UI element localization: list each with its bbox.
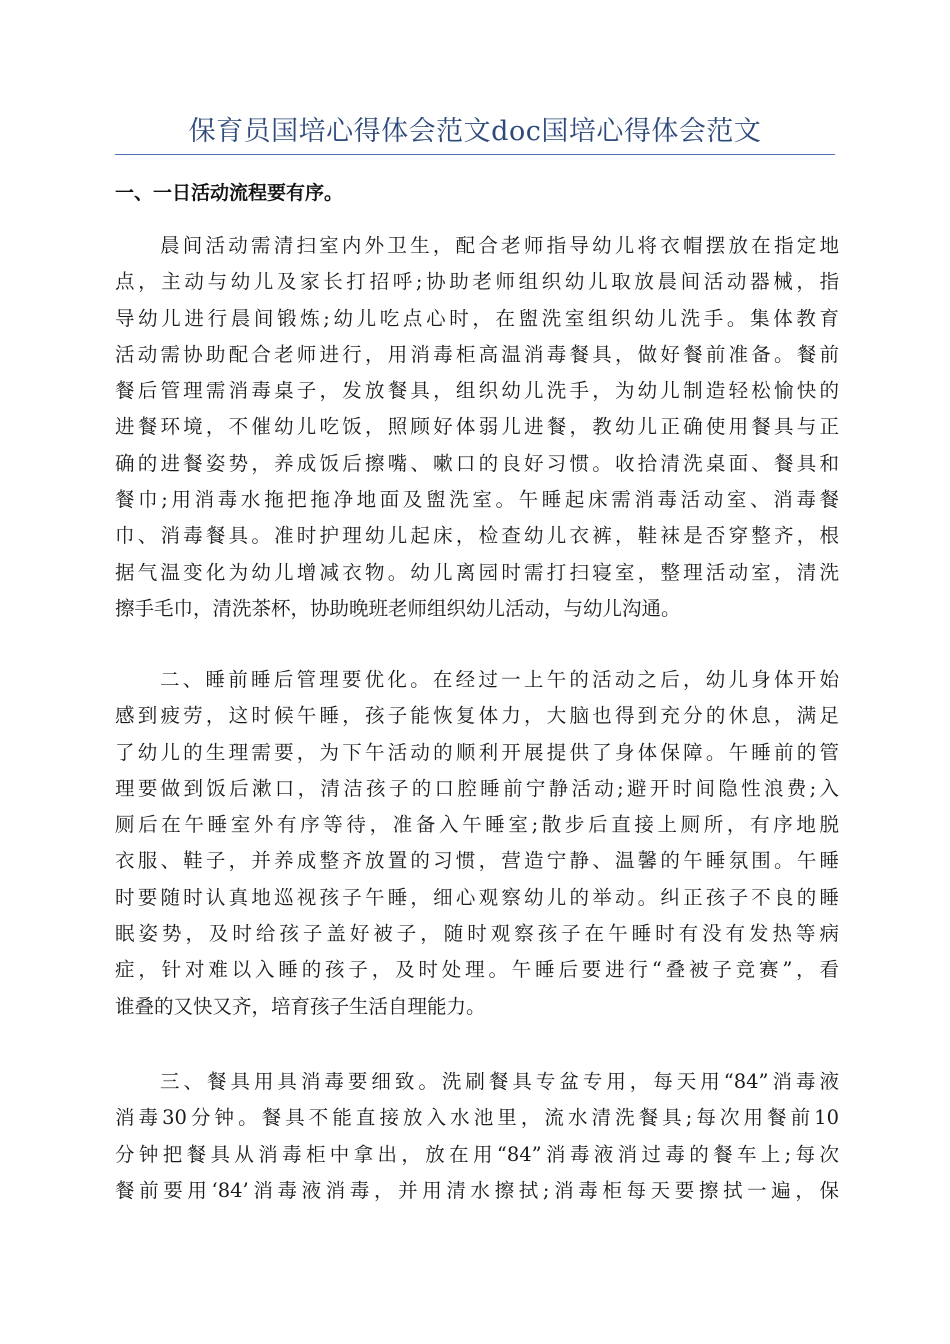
paragraph-line: 时要随时认真地巡视孩子午睡，细心观察幼儿的举动。纠正孩子不良的睡	[115, 885, 839, 909]
paragraph-line: 餐后管理需消毒桌子，发放餐具，组织幼儿洗手，为幼儿制造轻松愉快的	[115, 379, 839, 403]
paragraph-line: 餐前要用‘84’消毒液消毒，并用清水擦拭;消毒柜每天要擦拭一遍，保	[115, 1178, 839, 1202]
paragraph-line: 擦手毛巾，清洗茶杯，协助晚班老师组织幼儿活动，与幼儿沟通。	[115, 596, 681, 620]
paragraph-line: 消毒30分钟。餐具不能直接放入水池里，流水清洗餐具;每次用餐前10	[115, 1106, 839, 1130]
paragraph-line: 餐巾;用消毒水拖把拖净地面及盥洗室。午睡起床需消毒活动室、消毒餐	[115, 488, 839, 512]
paragraph-tableware-disinfection	[115, 1064, 839, 1209]
paragraph-line: 进餐环境，不催幼儿吃饭，照顾好体弱儿进餐，教幼儿正确使用餐具与正	[115, 415, 839, 439]
paragraph-line: 巾、消毒餐具。准时护理幼儿起床，检查幼儿衣裤，鞋袜是否穿整齐，根	[115, 524, 839, 548]
paragraph-line: 确的进餐姿势，养成饭后擦嘴、嗽口的良好习惯。收拾清洗桌面、餐具和	[115, 451, 839, 475]
paragraph-line: 厕后在午睡室外有序等待，准备入午睡室;散步后直接上厕所，有序地脱	[115, 813, 839, 837]
paragraph-line: 据气温变化为幼儿增减衣物。幼儿离园时需打扫寝室，整理活动室，清洗	[115, 560, 839, 584]
paragraph-line: 感到疲劳，这时候午睡，孩子能恢复体力，大脑也得到充分的休息，满足	[115, 704, 839, 728]
section-heading: 一、一日活动流程要有序。	[115, 182, 344, 204]
paragraph-daily-routine	[115, 228, 839, 627]
paragraph-line: 理要做到饭后漱口，清洁孩子的口腔睡前宁静活动;避开时间隐性浪费;入	[115, 776, 839, 800]
paragraph-line: 了幼儿的生理需要，为下午活动的顺利开展提供了身体保障。午睡前的管	[115, 740, 839, 764]
paragraph-line: 分钟把餐具从消毒柜中拿出，放在用“84”消毒液消过毒的餐车上;每次	[115, 1142, 839, 1166]
paragraph-line: 导幼儿进行晨间锻炼;幼儿吃点心时，在盥洗室组织幼儿洗手。集体教育	[115, 306, 839, 330]
paragraph-line: 活动需协助配合老师进行，用消毒柜高温消毒餐具，做好餐前准备。餐前	[115, 342, 839, 366]
paragraph-line: 三、餐具用具消毒要细致。洗刷餐具专盆专用，每天用“84”消毒液	[160, 1070, 839, 1093]
title-underline	[115, 154, 835, 155]
paragraph-line: 二、睡前睡后管理要优化。在经过一上午的活动之后，幼儿身体开始	[160, 668, 839, 691]
document-title: 保育员国培心得体会范文doc国培心得体会范文	[188, 116, 762, 147]
paragraph-line: 晨间活动需清扫室内外卫生，配合老师指导幼儿将衣帽摆放在指定地	[160, 234, 839, 257]
paragraph-line: 谁叠的又快又齐，培育孩子生活自理能力。	[115, 994, 486, 1018]
paragraph-line: 症，针对难以入睡的孩子，及时处理。午睡后要进行“叠被子竞赛”，看	[115, 958, 839, 982]
paragraph-line: 衣服、鞋子，并养成整齐放置的习惯，营造宁静、温馨的午睡氛围。午睡	[115, 849, 839, 873]
paragraph-line: 点，主动与幼儿及家长打招呼;协助老师组织幼儿取放晨间活动器械，指	[115, 270, 839, 294]
paragraph-nap-management	[115, 662, 839, 1025]
paragraph-line: 眠姿势，及时给孩子盖好被子，随时观察孩子在午睡时有没有发热等病	[115, 922, 839, 946]
